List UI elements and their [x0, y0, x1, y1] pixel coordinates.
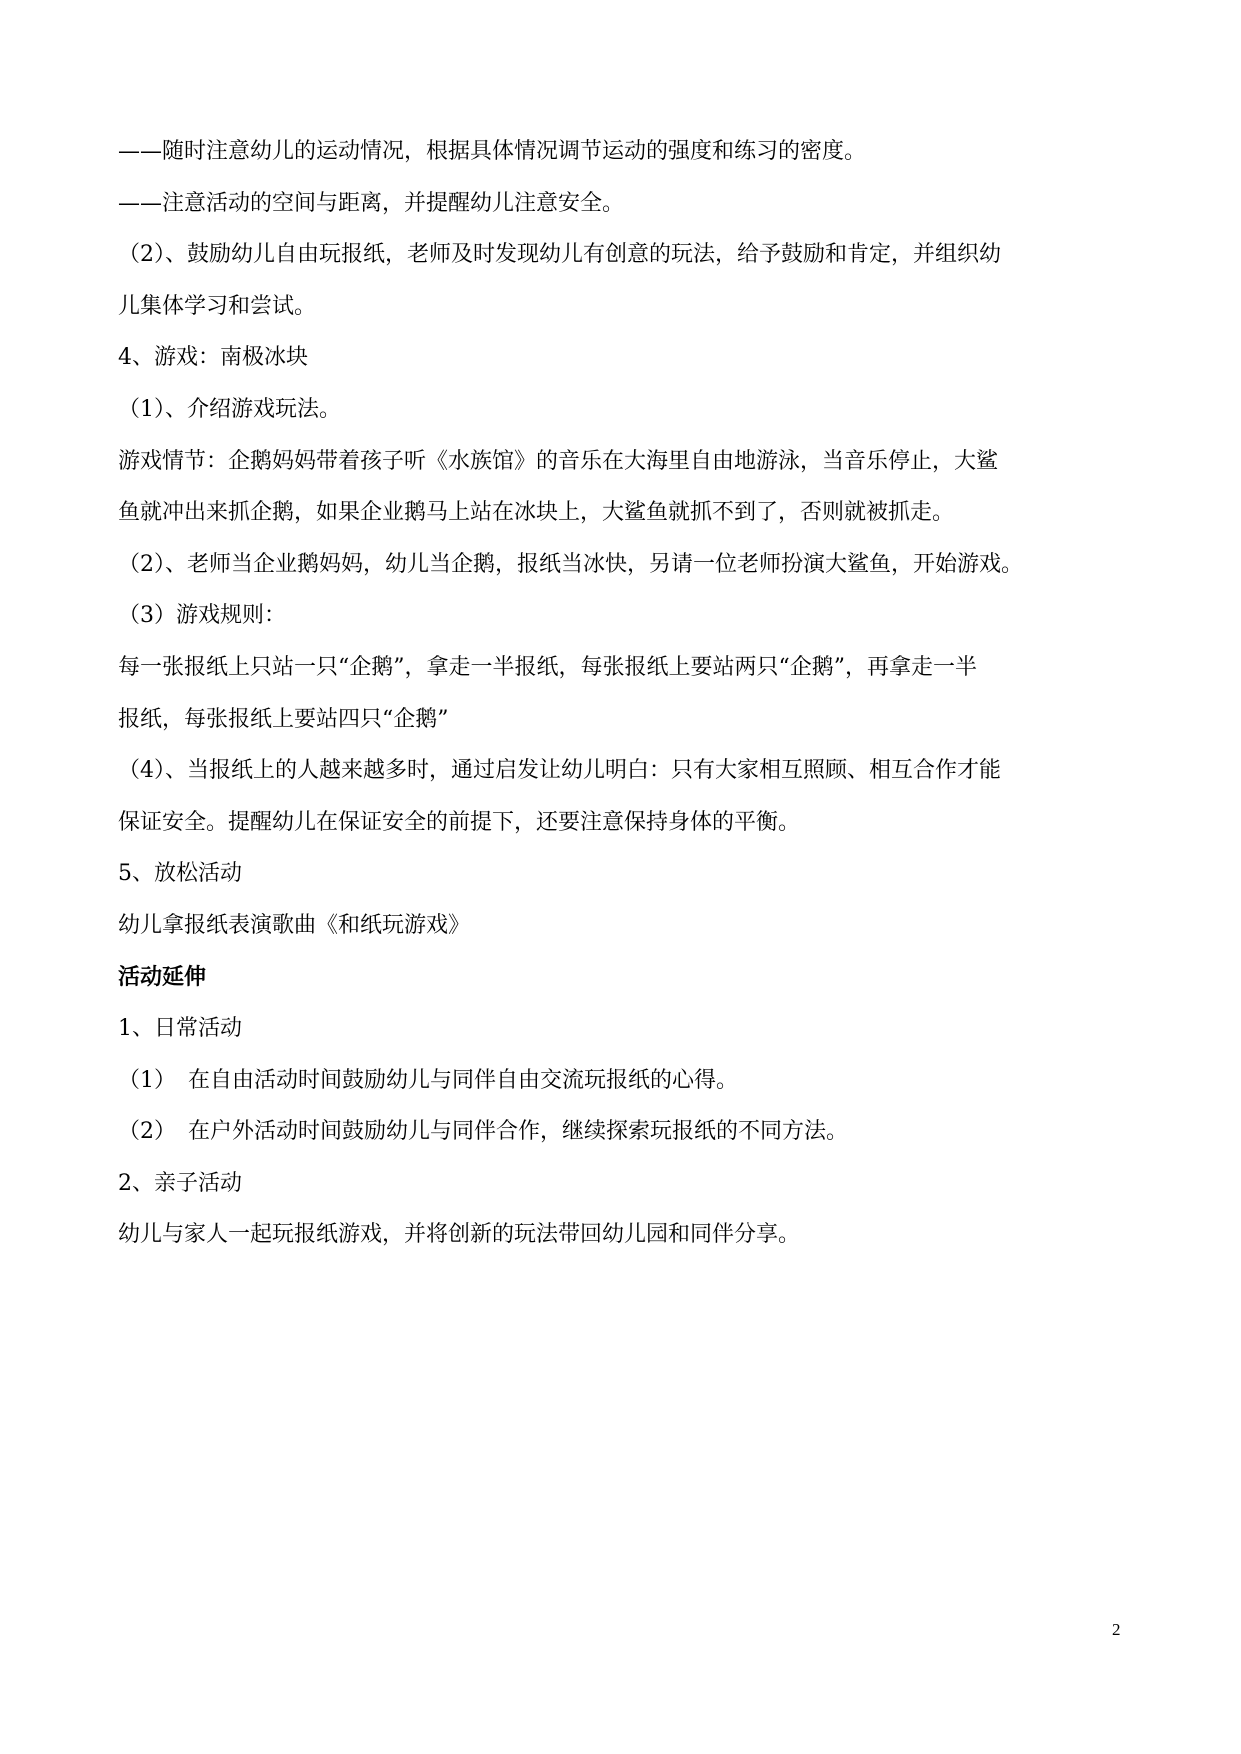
text-line: （1）、介绍游戏玩法。 — [118, 396, 341, 422]
text-line: ——注意活动的空间与距离，并提醒幼儿注意安全。 — [118, 190, 625, 216]
list-item — [118, 1106, 1133, 1158]
text-line: 报纸，每张报纸上要站四只“企鹅” — [118, 706, 449, 732]
section-item-relax: 5、放松活动 — [118, 861, 242, 887]
text-line: 游戏情节：企鹅妈妈带着孩子听《水族馆》的音乐在大海里自由地游泳，当音乐停止，大鲨 — [118, 448, 999, 474]
text-line: （2）、老师当企业鹅妈妈，幼儿当企鹅，报纸当冰快，另请一位老师扮演大鲨鱼，开始游戏。 — [118, 551, 1024, 577]
list-marker: （1） — [118, 1067, 176, 1093]
list-item — [118, 1055, 1133, 1107]
text-line: ——随时注意幼儿的运动情况，根据具体情况调节运动的强度和练习的密度。 — [118, 139, 867, 164]
text-line: （2）、鼓励幼儿自由玩报纸，老师及时发现幼儿有创意的玩法，给予鼓励和肯定，并组织幼 — [118, 242, 1002, 268]
text-line: （3）游戏规则： — [118, 603, 286, 629]
text-line: 幼儿与家人一起玩报纸游戏，并将创新的玩法带回幼儿园和同伴分享。 — [118, 1222, 801, 1248]
list-item-text: 在户外活动时间鼓励幼儿与同伴合作，继续探索玩报纸的不同方法。 — [188, 1119, 849, 1145]
text-line: 保证安全。提醒幼儿在保证安全的前提下，还要注意保持身体的平衡。 — [118, 809, 801, 835]
text-line: 儿集体学习和尝试。 — [118, 293, 317, 319]
list-item-text: 在自由活动时间鼓励幼儿与同伴自由交流玩报纸的心得。 — [188, 1067, 739, 1093]
text-line: 鱼就冲出来抓企鹅，如果企业鹅马上站在冰块上，大鲨鱼就抓不到了，否则就被抓走。 — [118, 500, 955, 526]
document-body — [118, 126, 1133, 1261]
section-item-game: 4、游戏：南极冰块 — [118, 345, 308, 371]
text-line: （4）、当报纸上的人越来越多时，通过启发让幼儿明白：只有大家相互照顾、相互合作才能 — [118, 758, 1002, 784]
extension-heading: 活动延伸 — [118, 964, 207, 990]
section-item-family: 2、亲子活动 — [118, 1170, 242, 1196]
page-number: 2 — [1112, 1620, 1121, 1639]
section-item-daily: 1、日常活动 — [118, 1016, 242, 1042]
text-line: 每一张报纸上只站一只“企鹅”，拿走一半报纸，每张报纸上要站两只“企鹅”，再拿走一半 — [118, 654, 977, 680]
list-marker: （2） — [118, 1119, 176, 1145]
text-line: 幼儿拿报纸表演歌曲《和纸玩游戏》 — [118, 912, 471, 938]
